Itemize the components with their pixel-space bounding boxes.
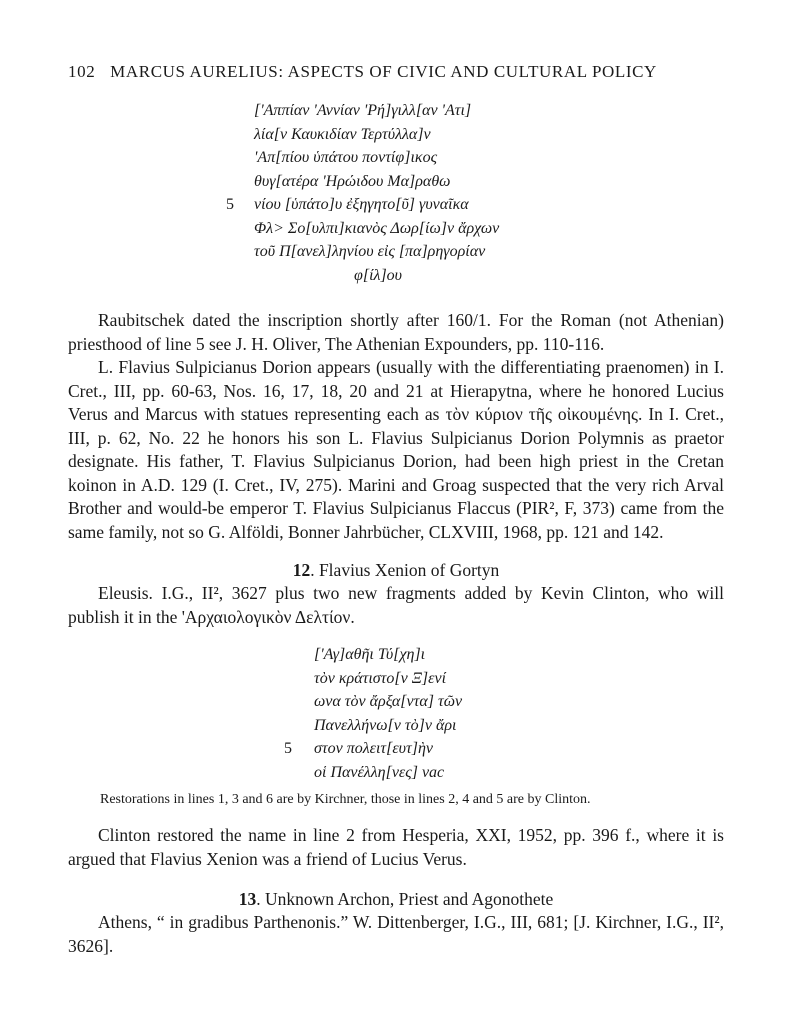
inscription-line: 'Απ[πίου ὑπάτου ποντίφ]ικος [254,149,438,166]
inscription-line: φ[ίλ]ου [354,266,403,284]
inscription-line: ['Αππίαν 'Αννίαν 'Ρή]γιλλ[αν 'Ατι] [254,102,472,119]
paragraph-dorion: L. Flavius Sulpicianus Dorion appears (usually with the differentiating praenomen) in I. Cret., III, pp. 60-63, Nos. 16, 17, 18, 20 and 21 at Hierapytna, where he honored Lucius Verus and Marcus with statues representing each as τὸν κύριον τῆς οἰκουμένης. In I. Cret., III, p. 62, No. 22 he honors his son L. Flavius Sulpicianus Dorion Polymnis as praetor designate. His father, T. Flavius Sulpicianus Dorion, had been high priest in the Cretan koinon in A.D. 129 (I. Cret., IV, 275). Marini and Groag suspected that the very rich Arval Brother and would-be emperor T. Flavius Sulpicianus Flaccus (PIR², F, 373) came from the same family, not so G. Alföldi, Bonner Jahrbücher, CLXVIII, 1968, pp. 121 and 142. [68,357,724,542]
inscription-line: οἱ Πανέλλη[νες] vac [314,763,445,781]
inscription-line: λία[ν Καυκιδίαν Τερτύλλα]ν [254,125,431,143]
line-number: 5 [284,740,292,757]
line-number: 5 [226,196,234,213]
section-title: . Unknown Archon, Priest and Agonothete [256,889,554,909]
inscription-line: ωνα τὸν ἄρξα[ντα] τῶν [314,693,463,710]
inscription-line: 5 νίου [ὑπάτο]υ ἐξηγητο[ῦ] γυναῖκα [254,193,724,217]
section-title: . Flavius Xenion of Gortyn [310,560,500,580]
inscription-line: τοῦ Π[ανελ]ληνίου εἰς [πα]ρηγορίαν [254,243,486,260]
running-title: MARCUS AURELIUS: ASPECTS OF CIVIC AND CULTURAL POLICY [110,62,657,81]
section-heading-12 [68,558,724,582]
section-number: 13 [238,889,257,909]
inscription-greek-text-2 [284,643,724,784]
section-heading-13 [68,887,724,911]
restorations-note: Restorations in lines 1, 3 and 6 are by Kirchner, those in lines 2, 4 and 5 are by Clinton. [100,792,591,807]
page-number: 102 [68,62,96,81]
page [68,60,724,958]
inscription-line: Πανελλήνω[ν τὸ]ν ἄρι [314,716,457,734]
paragraph-clinton: Clinton restored the name in line 2 from Hesperia, XXI, 1952, pp. 396 f., where it is argued that Flavius Xenion was a friend of Lucius Verus. [68,825,724,869]
inscription-line: θυγ[ατέρα 'Ηρώιδου Μα]ραθω [254,172,451,190]
inscription-line: ['Αγ]αθῆι Τύ[χη]ι [314,646,426,663]
paragraph-athens: Athens, “ in gradibus Parthenonis.” W. Dittenberger, I.G., III, 681; [J. Kirchner, I.G., II², 3626]. [68,912,724,956]
section-number: 12 [292,560,311,580]
paragraph-raubitschek: Raubitschek dated the inscription shortly after 160/1. For the Roman (not Athenian) priesthood of line 5 see J. H. Oliver, The Athenian Expounders, pp. 110-116. [68,310,724,354]
inscription-line: 5 στον πολειτ[ευτ]ὴν [314,737,724,761]
paragraph-eleusis: Eleusis. I.G., II², 3627 plus two new fragments added by Kevin Clinton, who will publish it in the 'Αρχαιολογικὸν Δελτίον. [68,583,724,627]
inscription-line: Φλ> Σο[υλπι]κιανὸς Δωρ[ίω]ν ἄρχων [254,219,500,237]
running-head [68,60,724,84]
inscription-line: τὸν κράτιστο[ν Ξ]ενί [314,669,447,687]
inscription-greek-text [226,99,724,287]
